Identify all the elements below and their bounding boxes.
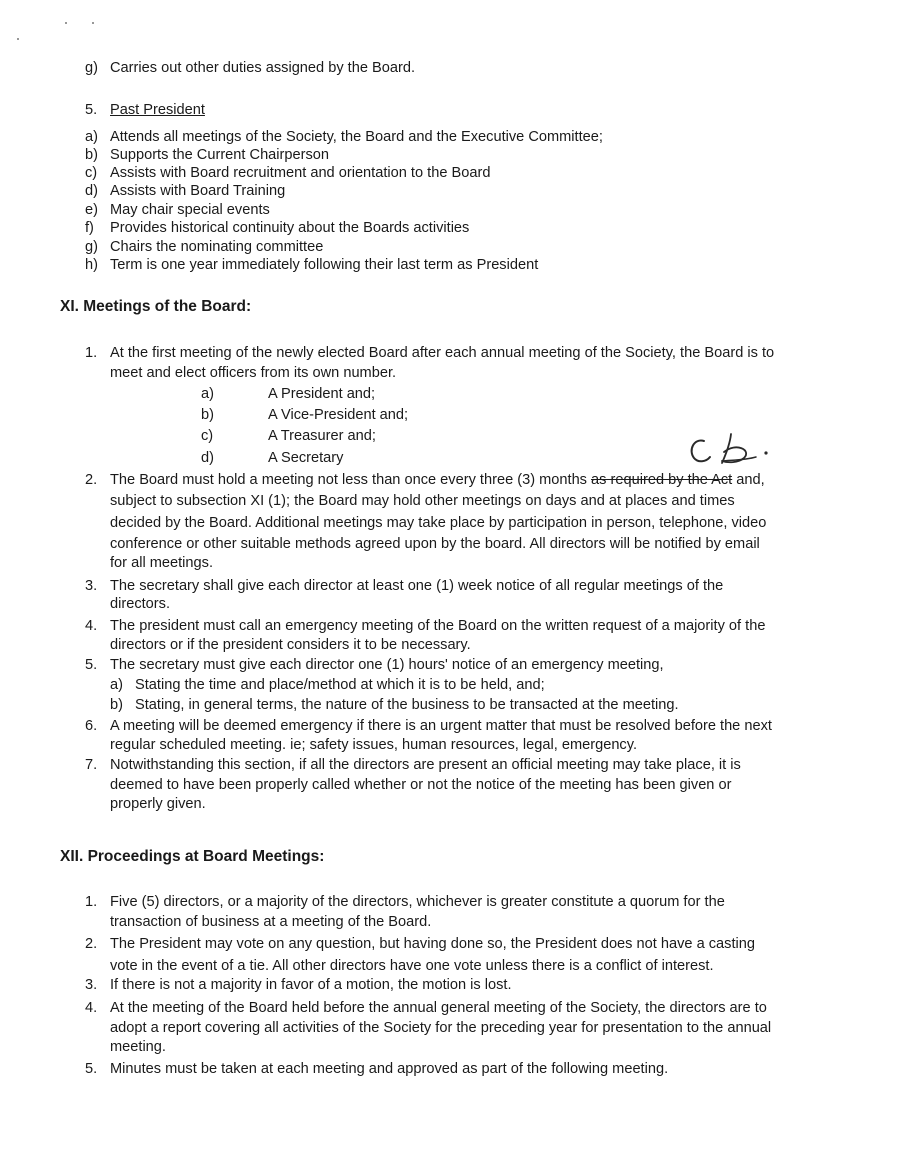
item-number: 3. (85, 977, 98, 993)
section-heading: XI. Meetings of the Board: (60, 298, 252, 315)
item-number: 5. (85, 1061, 98, 1077)
officer-text: A Secretary (268, 450, 344, 466)
officer-marker: b) (201, 407, 214, 423)
item-text: The president must call an emergency meeting of the Board on the written request of a majority of the (110, 618, 766, 634)
item-text: conference or other suitable methods agreed upon by the board. All directors will be notified by email (110, 536, 760, 552)
item-text: directors or if the president considers it to be necessary. (110, 637, 471, 653)
item-text: At the meeting of the Board held before the annual general meeting of the Society, the directors are to (110, 1000, 767, 1016)
item-number: 4. (85, 618, 98, 634)
item-text: deemed to have been properly called whether or not the notice of the meeting has been given or (110, 777, 732, 793)
officer-marker: c) (201, 428, 214, 444)
item-text: vote in the event of a tie. All other directors have one vote unless there is a conflict of interest. (110, 958, 714, 974)
item-text-segment: and, (732, 472, 765, 488)
officer-text: A President and; (268, 386, 376, 402)
item-text: At the first meeting of the newly elected Board after each annual meeting of the Society, the Board is to (110, 345, 775, 361)
scan-speck (92, 22, 94, 24)
list-marker: c) (85, 165, 98, 181)
item-text: meet and elect officers from its own number. (110, 365, 397, 381)
list-marker: a) (85, 129, 98, 145)
item-text (110, 471, 765, 489)
item-text: decided by the Board. Additional meetings may take place by participation in person, telephone, video (110, 515, 767, 531)
subsection-title: Past President (110, 102, 205, 118)
subsection-number: 5. (85, 102, 98, 118)
list-item-text: Carries out other duties assigned by the Board. (110, 60, 416, 76)
list-item-text: Assists with Board Training (110, 183, 286, 199)
item-number: 6. (85, 718, 98, 734)
item-text: adopt a report covering all activities of the Society for the preceding year for presentation to the annual (110, 1020, 772, 1036)
list-marker: h) (85, 257, 98, 273)
list-marker: g) (85, 239, 98, 255)
item-text: The secretary shall give each director at least one (1) week notice of all regular meetings of the (110, 578, 724, 594)
item-number: 2. (85, 472, 98, 488)
item-text: Notwithstanding this section, if all the directors are present an official meeting may take place, it is (110, 757, 741, 773)
list-marker: b) (85, 147, 98, 163)
item-text-segment: The Board must hold a meeting not less than once every three (3) months (110, 472, 592, 488)
struck-text: as required by the Act (591, 472, 733, 488)
item-number: 1. (85, 894, 98, 910)
item-text: A meeting will be deemed emergency if there is an urgent matter that must be resolved before the next (110, 718, 772, 734)
list-marker: g) (85, 60, 98, 76)
item-text: meeting. (110, 1039, 166, 1055)
list-marker: f) (85, 220, 94, 236)
item-number: 5. (85, 657, 98, 673)
sub-marker: b) (110, 697, 123, 713)
item-number: 1. (85, 345, 98, 361)
sub-text: Stating the time and place/method at which it is to be held, and; (135, 677, 545, 693)
item-text: subject to subsection XI (1); the Board may hold other meetings on days and at places and times (110, 493, 735, 509)
list-item-text: Provides historical continuity about the Boards activities (110, 220, 470, 236)
item-number: 3. (85, 578, 98, 594)
item-text: for all meetings. (110, 555, 214, 571)
list-item-text: Attends all meetings of the Society, the Board and the Executive Committee; (110, 129, 603, 145)
list-marker: d) (85, 183, 98, 199)
officer-marker: d) (201, 450, 214, 466)
item-text: If there is not a majority in favor of a motion, the motion is lost. (110, 977, 512, 993)
officer-text: A Treasurer and; (268, 428, 376, 444)
item-text: directors. (110, 596, 171, 612)
item-text: transaction of business at a meeting of the Board. (110, 914, 432, 930)
sub-text: Stating, in general terms, the nature of the business to be transacted at the meeting. (135, 697, 679, 713)
handwritten-initials-signature (686, 430, 776, 470)
item-text: Five (5) directors, or a majority of the directors, whichever is greater constitute a quorum for the (110, 894, 725, 910)
list-item-text: Supports the Current Chairperson (110, 147, 330, 163)
section-heading: XII. Proceedings at Board Meetings: (60, 848, 325, 865)
item-text: The secretary must give each director one (1) hours' notice of an emergency meeting, (110, 657, 664, 673)
list-marker: e) (85, 202, 98, 218)
scan-speck (65, 22, 67, 24)
item-text: The President may vote on any question, but having done so, the President does not have a casting (110, 936, 755, 952)
item-text: Minutes must be taken at each meeting and approved as part of the following meeting. (110, 1061, 669, 1077)
list-item-text: Term is one year immediately following their last term as President (110, 257, 539, 273)
item-text: regular scheduled meeting. ie; safety issues, human resources, legal, emergency. (110, 737, 637, 753)
officer-marker: a) (201, 386, 214, 402)
item-text: properly given. (110, 796, 206, 812)
list-item-text: Assists with Board recruitment and orientation to the Board (110, 165, 491, 181)
list-item-text: May chair special events (110, 202, 270, 218)
scan-speck (17, 38, 19, 40)
list-item-text: Chairs the nominating committee (110, 239, 324, 255)
officer-text: A Vice-President and; (268, 407, 409, 423)
item-number: 4. (85, 1000, 98, 1016)
item-number: 2. (85, 936, 98, 952)
item-number: 7. (85, 757, 98, 773)
sub-marker: a) (110, 677, 123, 693)
